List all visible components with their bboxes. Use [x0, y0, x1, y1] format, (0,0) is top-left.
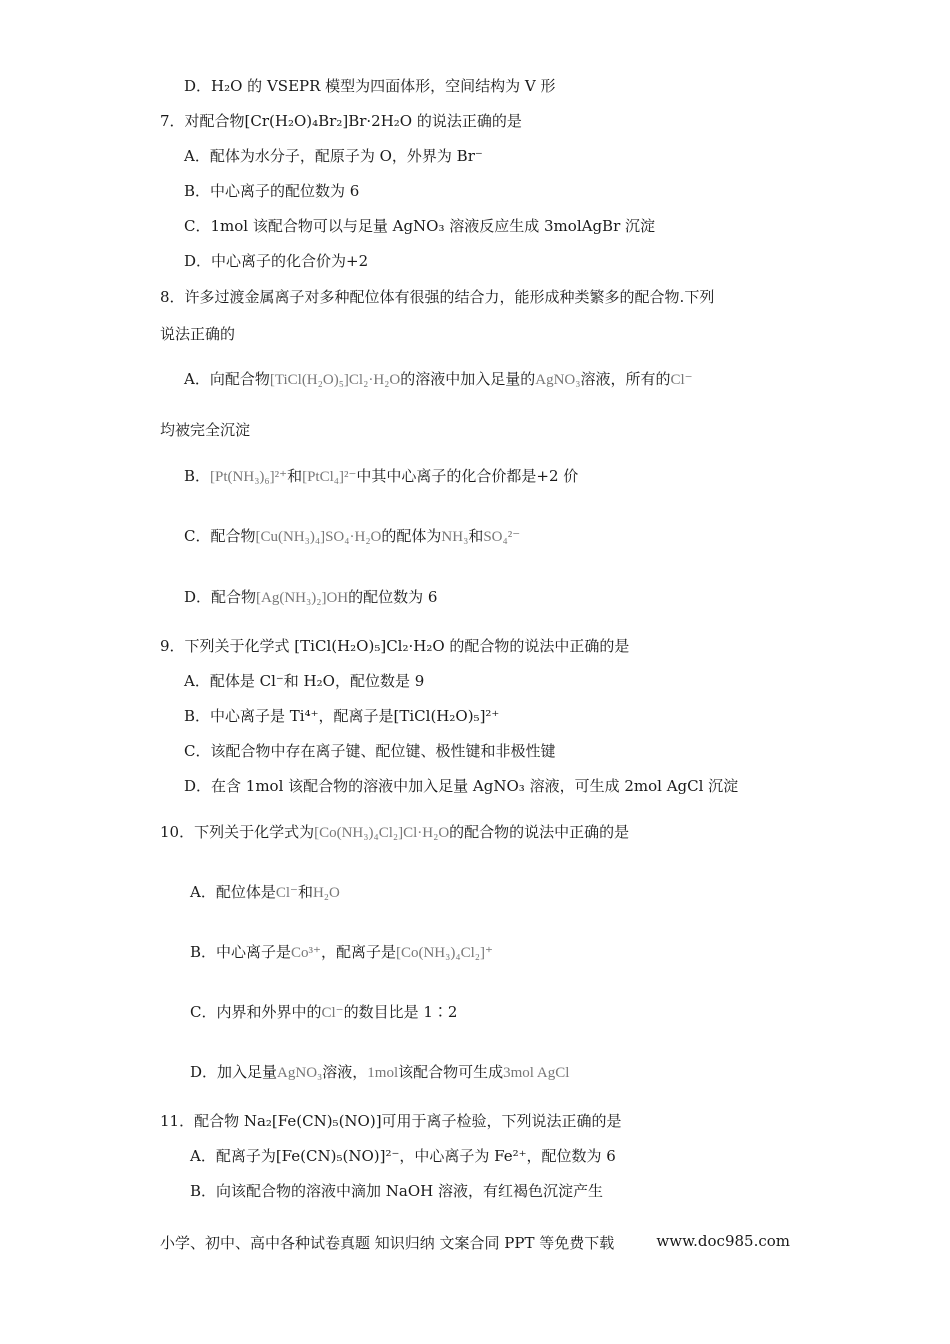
text: D．配合物 [184, 588, 257, 606]
text: 的溶液中加入足量的 [400, 370, 536, 388]
q9-stem: 9．下列关于化学式 [TiCl(H₂O)₅]Cl₂·H₂O 的配合物的说法中正确的是 [160, 637, 630, 655]
formula: 1mol [367, 1065, 399, 1081]
formula: [PtCl₄]²⁻ [302, 469, 357, 485]
q10-option-a [190, 882, 340, 903]
q9-option-d: D．在含 1mol 该配合物的溶液中加入足量 AgNO₃ 溶液，可生成 2mol AgCl 沉淀 [184, 777, 739, 795]
q10-option-c [190, 1002, 457, 1023]
q7-option-c: C．1mol 该配合物可以与足量 AgNO₃ 溶液反应生成 3molAgBr 沉淀 [184, 217, 656, 235]
q7-stem: 7．对配合物[Cr(H₂O)₄Br₂]Br·2H₂O 的说法正确的是 [160, 112, 522, 130]
q9-option-c: C．该配合物中存在离子键、配位键、极性键和非极性键 [184, 742, 556, 760]
formula: NH₃ [441, 529, 469, 545]
formula: 3mol AgCl [503, 1065, 570, 1081]
formula: [Ag(NH₃)₂]OH [256, 590, 349, 606]
q6-option-d: D．H₂O 的 VSEPR 模型为四面体形，空间结构为 V 形 [184, 77, 556, 95]
text: A．向配合物 [184, 370, 270, 388]
text: ，配离子是 [320, 943, 396, 961]
q8-stem-line1: 8．许多过渡金属离子对多种配位体有很强的结合力，能形成种类繁多的配合物.下列 [160, 288, 715, 306]
q10-option-b [190, 942, 493, 963]
formula: Cl⁻ [321, 1005, 344, 1021]
q10-option-d [190, 1062, 569, 1083]
page-footer [160, 1232, 790, 1253]
formula: H₂O [312, 885, 340, 901]
q11-stem: 11．配合物 Na₂[Fe(CN)₅(NO)]可用于离子检验，下列说法正确的是 [160, 1112, 622, 1130]
q9-option-b: B．中心离子是 Ti⁴⁺，配离子是[TiCl(H₂O)₅]²⁺ [184, 707, 500, 725]
formula: AgNO₃ [535, 372, 581, 388]
q8-option-a-cont: 均被完全沉淀 [160, 421, 251, 439]
q9-option-a: A．配体是 Cl⁻和 H₂O，配位数是 9 [184, 672, 425, 690]
text: 和 [297, 883, 313, 901]
q11-option-b: B．向该配合物的溶液中滴加 NaOH 溶液，有红褐色沉淀产生 [190, 1182, 604, 1200]
text: C．配合物 [184, 527, 256, 545]
q7-option-a: A．配体为水分子，配原子为 O，外界为 Br⁻ [184, 147, 483, 165]
formula: [Cu(NH₃)₄]SO₄·H₂O [255, 529, 382, 545]
text: 该配合物可生成 [398, 1063, 504, 1081]
text: 和 [287, 467, 303, 485]
text: A．配位体是 [190, 883, 276, 901]
text: B． [184, 467, 211, 485]
text: 的数目比是 1∶2 [343, 1003, 458, 1021]
text: 的配合物的说法中正确的是 [449, 823, 630, 841]
q11-option-a: A．配离子为[Fe(CN)₅(NO)]²⁻，中心离子为 Fe²⁺，配位数为 6 [190, 1147, 616, 1165]
q7-option-b: B．中心离子的配位数为 6 [184, 182, 360, 200]
q8-option-c [184, 526, 520, 547]
q7-option-d: D．中心离子的化合价为+2 [184, 252, 369, 270]
footer-url[interactable]: www.doc985.com [656, 1232, 790, 1250]
footer-text: 小学、初中、高中各种试卷真题 知识归纳 文案合同 PPT 等免费下载 [160, 1234, 615, 1252]
text: 和 [468, 527, 484, 545]
q8-option-a [184, 369, 693, 390]
formula: Co³⁺ [291, 945, 321, 961]
text: 中其中心离子的化合价都是+2 价 [356, 467, 579, 485]
text: C．内界和外界中的 [190, 1003, 322, 1021]
text: D．加入足量 [190, 1063, 278, 1081]
formula: [Co(NH₃)₄Cl₂]⁺ [395, 945, 493, 961]
text: 溶液，所有的 [580, 370, 671, 388]
text: 的配位数为 6 [348, 588, 438, 606]
text: 溶液， [322, 1063, 368, 1081]
formula: Cl⁻ [275, 885, 298, 901]
formula: [Pt(NH₃)₆]²⁺ [210, 469, 288, 485]
formula: AgNO₃ [277, 1065, 323, 1081]
formula: [Co(NH₃)₄Cl₂]Cl·H₂O [314, 825, 450, 841]
formula: Cl⁻ [670, 372, 693, 388]
text: B．中心离子是 [190, 943, 292, 961]
formula: [TiCl(H₂O)₅]Cl₂·H₂O [269, 372, 401, 388]
formula: SO₄²⁻ [483, 529, 521, 545]
q10-stem [160, 822, 629, 843]
q8-stem-line2: 说法正确的 [160, 325, 236, 343]
q8-option-b [184, 466, 578, 487]
text: 10．下列关于化学式为 [160, 823, 315, 841]
text: 的配体为 [381, 527, 442, 545]
q8-option-d [184, 587, 437, 608]
